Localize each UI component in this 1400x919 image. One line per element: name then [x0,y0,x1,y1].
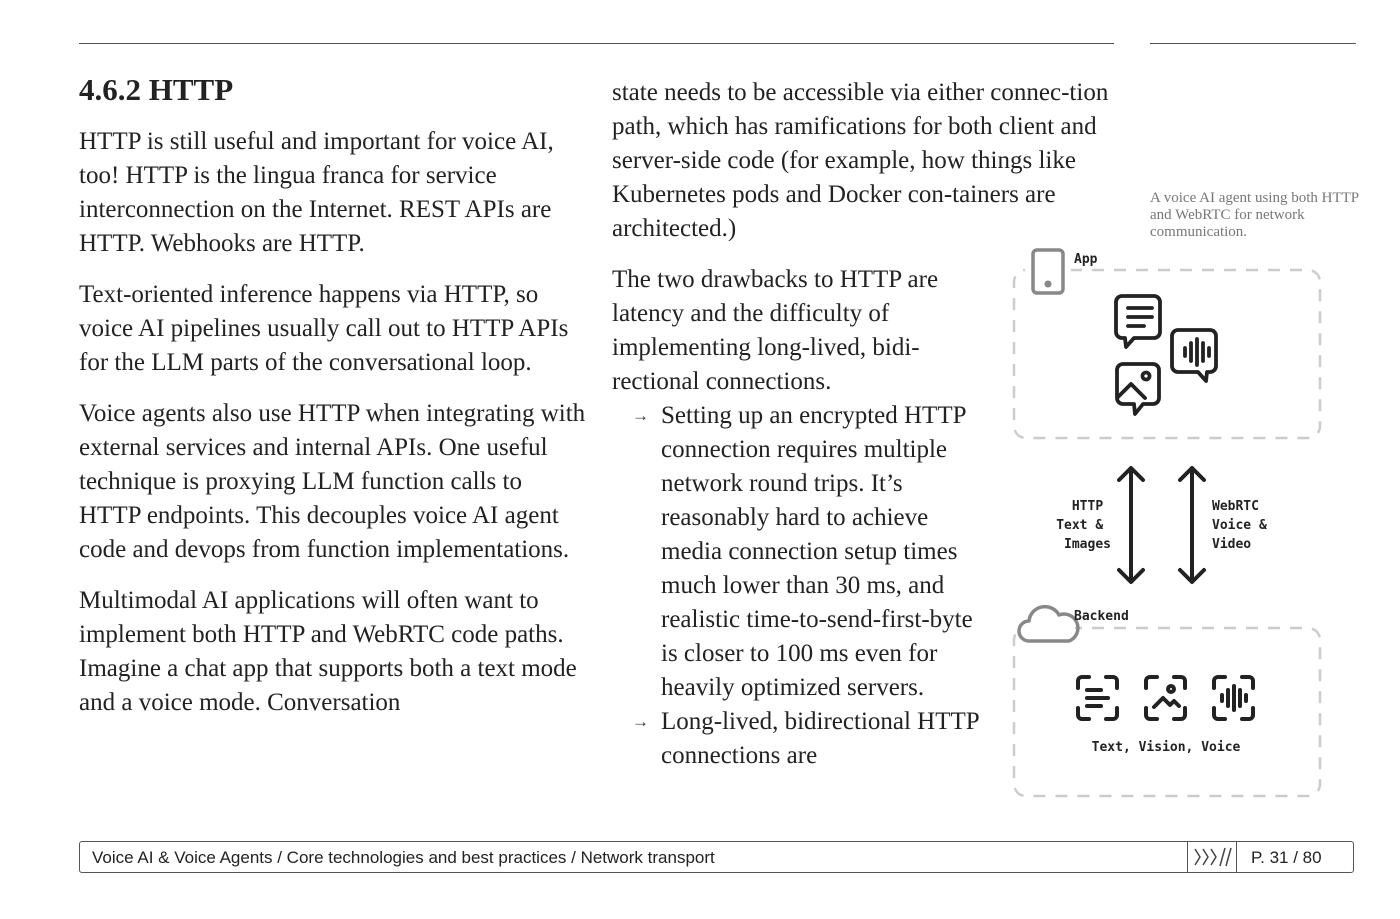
list-item-text: Long-lived, bidirectional HTTP connections are [661,708,979,769]
http-label-line: Images [1064,537,1111,552]
http-label [1056,499,1111,552]
page-number: P. 31 / 80 [1251,848,1322,867]
footer-divider [1236,842,1237,872]
list-item [612,705,979,773]
backend-caption: Text, Vision, Voice [1091,740,1241,755]
paragraph: Text-oriented inference happens via HTTP, so voice AI pipelines usually call out to HTTP APIs for the LLM parts of the conversational loop. [79,281,569,376]
webrtc-label-line: Voice & [1212,518,1267,533]
arrow-right-icon: → [632,406,649,425]
column-left [79,68,589,737]
logo-icon [1189,842,1237,872]
paragraph: HTTP is still useful and important for voice AI, too! HTTP is the lingua franca for service interconnection on the Internet. REST APIs are HTTP. Webhooks are HTTP. [79,128,554,257]
scan-vision-icon [1146,677,1185,719]
chat-icon [1116,296,1160,347]
app-label: App [1074,252,1098,267]
backend-box [1014,628,1320,796]
footer-divider [1187,842,1188,872]
scan-voice-icon [1214,677,1253,719]
paragraph: Voice agents also use HTTP when integrating with external services and internal APIs. One useful technique is proxying LLM function calls to HTTP endpoints. This decouples voice AI agent code and devops from function implementations. [79,400,586,563]
footer-bar [79,841,1354,873]
paragraph: state needs to be accessible via either connec-tion path, which has ramifications for both client and server-side code (for example, how things like Kubernetes pods and Docker con-tainers are architected.) [612,79,1109,242]
paragraph: Multimodal AI applications will often want to implement both HTTP and WebRTC code paths. Imagine a chat app that supports both a text mode and a voice mode. Conversation [79,587,577,716]
audio-icon [1172,330,1216,381]
network-diagram [1005,240,1335,805]
http-label-line: Text & [1056,518,1104,533]
webrtc-label-line: WebRTC [1212,499,1259,514]
list-item-text: Setting up an encrypted HTTP connection requires multiple network round trips. It’s reasonably hard to achieve media connection setup times much lower than 30 ms, and realistic time-to-send-first-byte is closer to 100 ms even for heavily optimized servers. [661,402,973,701]
top-rule-right [1150,43,1356,44]
image-icon [1117,364,1159,414]
scan-text-icon [1078,677,1117,719]
http-label-line: HTTP [1071,499,1104,514]
webrtc-label-line: Video [1212,537,1252,552]
section-heading: 4.6.2 HTTP [79,72,234,107]
figure-caption: A voice AI agent using both HTTP and WebRTC for network communication. [1150,190,1359,240]
webrtc-arrow [1180,468,1204,582]
arrow-right-icon: → [632,712,649,731]
top-rule-left [79,43,1114,44]
backend-label: Backend [1074,609,1129,624]
list-item [612,399,979,705]
breadcrumb: Voice AI & Voice Agents / Core technologies and best practices / Network transport [92,848,715,867]
paragraph: The two drawbacks to HTTP are latency and the difficulty of implementing long-lived, bidi-rectional connections. [612,266,939,395]
http-arrow [1119,468,1143,582]
webrtc-label [1212,499,1275,552]
